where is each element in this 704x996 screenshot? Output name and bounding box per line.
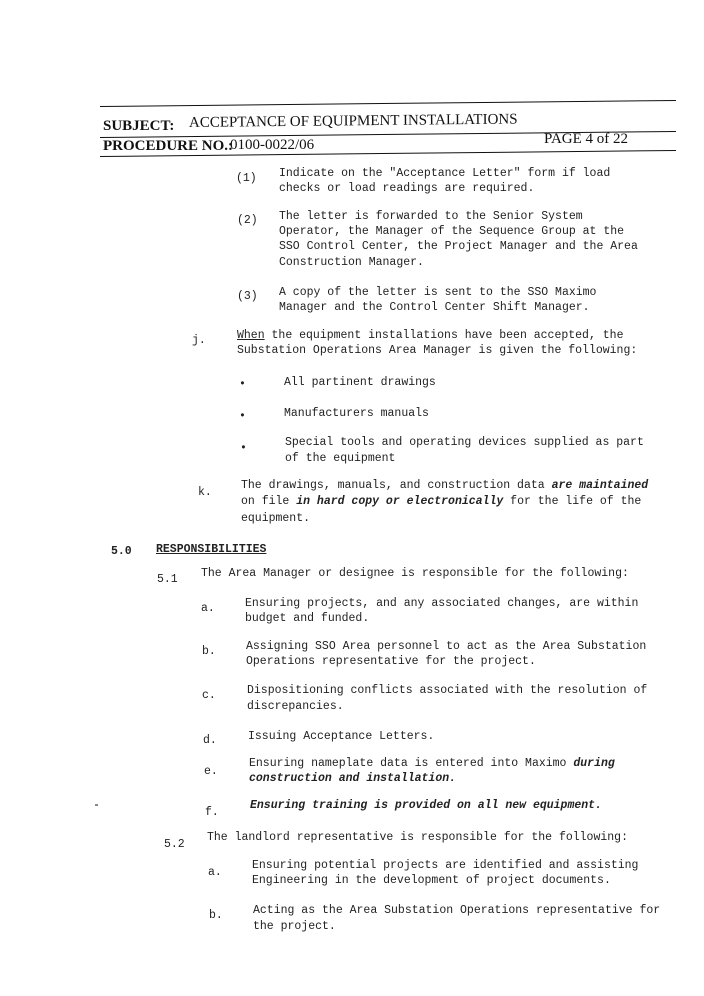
subject-title: ACCEPTANCE OF EQUIPMENT INSTALLATIONS — [188, 111, 518, 131]
list-item-line: SSO Control Center, the Project Manager and the Area — [279, 240, 638, 253]
item-f-text: Ensuring training is provided on all new equipment. — [250, 799, 602, 812]
item-line: Dispositioning conflicts associated with the resolution of — [247, 684, 648, 697]
item-letter: b. — [209, 909, 223, 922]
item-line: discrepancies. — [247, 700, 344, 713]
item-e-text: Ensuring nameplate data is entered into Maximo — [249, 757, 574, 770]
item-e-line-1 — [249, 757, 615, 770]
bullet-text: of the equipment — [285, 452, 396, 465]
bullet-mark: • — [239, 410, 246, 423]
procedure-label: PROCEDURE NO.: — [103, 138, 233, 154]
item-k-line-2 — [241, 495, 641, 508]
bullet-text: Manufacturers manuals — [284, 407, 429, 420]
bullet-mark: • — [239, 378, 246, 391]
item-letter: e. — [204, 765, 218, 778]
item-line: Acting as the Area Substation Operations representative for — [253, 904, 661, 917]
item-k-emphasis: are maintained — [551, 479, 649, 492]
item-line: Ensuring projects, and any associated changes, are within — [245, 597, 639, 610]
bullet-mark: • — [240, 442, 247, 455]
item-line: Assigning SSO Area personnel to act as the Area Substation — [246, 640, 647, 653]
section-number: 5.0 — [111, 545, 132, 558]
list-item-number: (3) — [237, 290, 258, 303]
item-letter: f. — [205, 806, 219, 819]
list-item-line: Indicate on the "Acceptance Letter" form if load — [279, 167, 611, 180]
list-item-line: Operator, the Manager of the Sequence Group at the — [279, 225, 625, 238]
list-item-line: Manager and the Control Center Shift Manager. — [279, 301, 590, 314]
item-k-text: on file — [241, 495, 297, 508]
section-title: RESPONSIBILITIES — [156, 543, 267, 556]
item-k-emphasis: in hard copy or electronically — [296, 495, 504, 508]
item-letter: b. — [202, 645, 216, 658]
item-line: the project. — [253, 920, 336, 933]
item-letter: c. — [202, 689, 216, 702]
page-number: PAGE 4 of 22 — [544, 131, 629, 147]
item-line: Operations representative for the project. — [246, 655, 536, 668]
item-j-line-1 — [237, 329, 623, 342]
item-j-line-2: Substation Operations Area Manager is given the following: — [237, 344, 638, 357]
list-item-line: The letter is forwarded to the Senior System — [279, 210, 583, 223]
scan-speck — [95, 804, 98, 806]
item-k-line-1 — [241, 479, 648, 492]
subsection-number: 5.1 — [157, 573, 178, 586]
item-letter: j. — [192, 334, 206, 347]
item-letter: d. — [203, 734, 217, 747]
item-k-text: The drawings, manuals, and construction data — [241, 479, 552, 492]
list-item-number: (1) — [236, 172, 257, 185]
list-item-number: (2) — [237, 214, 258, 227]
bullet-text: Special tools and operating devices supplied as part — [285, 436, 644, 449]
item-line: Ensuring potential projects are identified and assisting — [252, 859, 639, 872]
item-k-text: for the life of the — [503, 495, 642, 508]
item-line: budget and funded. — [245, 612, 370, 625]
subsection-number: 5.2 — [164, 838, 185, 851]
item-line: Engineering in the development of project documents. — [252, 874, 611, 887]
item-letter: a. — [201, 602, 215, 615]
list-item-line: A copy of the letter is sent to the SSO Maximo — [279, 286, 597, 299]
item-e-line-2: construction and installation. — [249, 772, 457, 785]
item-k-line-3: equipment. — [241, 512, 311, 525]
item-letter: k. — [198, 486, 212, 499]
item-e-emphasis: during — [573, 757, 615, 770]
item-line: Issuing Acceptance Letters. — [248, 730, 435, 743]
header-top-rule — [100, 100, 676, 107]
subsection-text: The Area Manager or designee is responsible for the following: — [201, 567, 629, 580]
procedure-number: 0100-0022/06 — [230, 137, 315, 153]
bullet-text: All partinent drawings — [284, 376, 436, 389]
list-item-line: Construction Manager. — [279, 256, 424, 269]
list-item-line: checks or load readings are required. — [279, 182, 535, 195]
subject-label: SUBJECT: — [103, 118, 175, 134]
item-letter: a. — [208, 866, 222, 879]
item-j-line-1-rest: the equipment installations have been accepted, the — [264, 329, 624, 342]
subsection-text: The landlord representative is responsible for the following: — [207, 831, 628, 844]
item-j-when: When — [237, 329, 265, 342]
